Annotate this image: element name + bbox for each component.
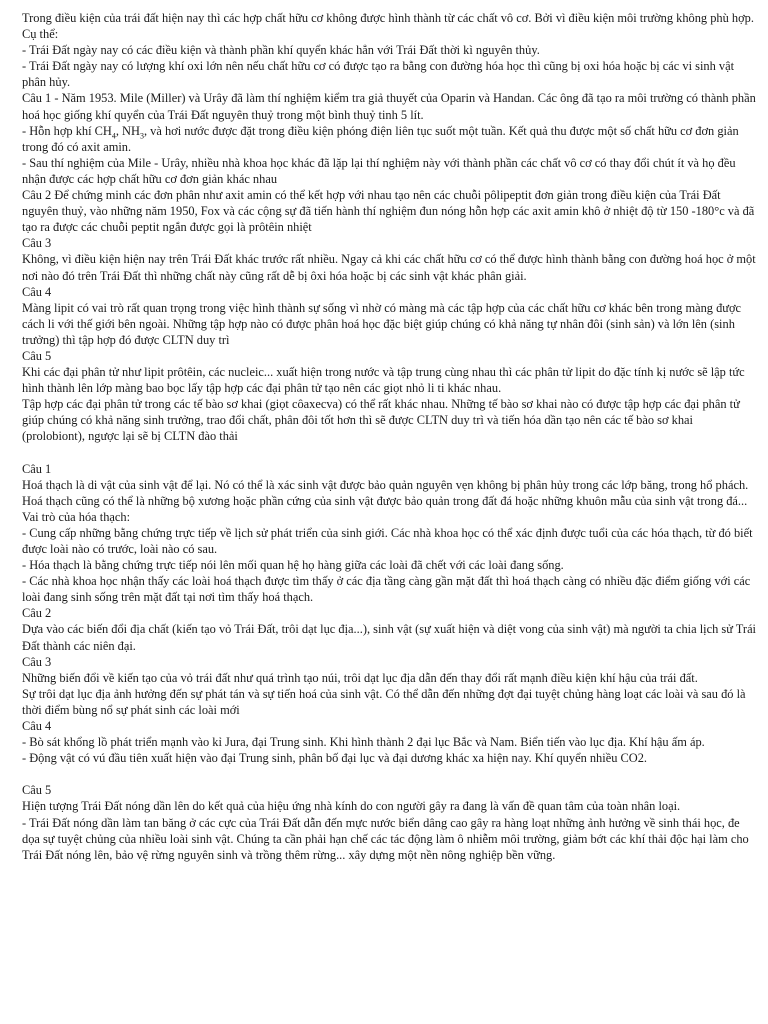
section-origin-of-life	[22, 10, 758, 445]
answer-1-fossils: Hoá thạch là di vật của sinh vật để lại. Nó có thể là xác sinh vật được bảo quản nguyên vẹn không bị phân hủy trong các lớp băng, trong hổ phách. Hoá thạch cũng có thể là những bộ xương hoặc phần cứng của sinh vật được bảo quản trong đất đá hoặc những khuôn mẫu của sinh vật trong đá...	[22, 477, 749, 508]
answer-4-lipid-membrane: Màng lipit có vai trò rất quan trọng trong việc hình thành sự sống vì nhờ có màng mà các tập hợp của các chất hữu cơ khác bên trong màng được cách li với thế giới bên ngoài. Những tập hợp nào có được phân hoá học đặc biệt giúp chúng có khả năng tự nhân đôi (sinh sản) và lớn lên (sinh trưởng) thì tập hợp đó được CLTN duy trì	[22, 300, 742, 347]
gas-mix-text-c: , và hơi nước được đặt trong điều kiện phóng điện liên tục suốt một tuần. Kết quả thu được một số chất hữu cơ đơn giản trong đó có axit amin.	[22, 123, 739, 154]
answer-5-paragraph-2: Tập hợp các đại phân tử trong các tế bào sơ khai (giọt côaxecva) có thể rất khác nhau. Những tế bào sơ khai nào có được tập hợp các đại phân tử giúp chúng có khả năng sinh trưởng, trao đổi chất, phân đôi tốt hơn thì sẽ được CLTN duy trì và tiến hóa dần tạo nên các tế bào sơ khai (prolobiont), ngược lại sẽ bị CLTN đào thải	[22, 397, 740, 444]
section-fossils-history	[22, 461, 758, 767]
gas-mix-text-a: - Hỗn hợp khí CH	[22, 123, 112, 138]
fossil-role-heading: Vai trò của hóa thạch:	[22, 509, 131, 524]
answer-5-consequences: - Trái Đất nóng dần làm tan băng ở các cực của Trái Đất dẫn đến mực nước biển dâng cao gây ra hàng loạt những ảnh hưởng về sinh thái học, đe dọa sự tuyệt chủng của nhiều loài sinh vật. Chúng ta cần phải hạn chế các tác động làm ô nhiễm môi trường, giảm bớt các khí thải độc hại làm cho Trái Đất nóng lên, bảo vệ rừng nguyên sinh và trồng thêm rừng... xây dựng một nền nông nghiệp bền vững.	[22, 815, 749, 862]
answer-5-greenhouse: Hiện tượng Trái Đất nóng dần lên do kết quả của hiệu ứng nhà kính do con người gây ra đang là vấn đề quan tâm của toàn nhân loại.	[22, 799, 681, 814]
intro-paragraph: Trong điều kiện của trái đất hiện nay thì các hợp chất hữu cơ không được hình thành từ các chất vô cơ. Bởi vì điều kiện môi trường không phù hợp. Cụ thể:	[22, 11, 754, 42]
question-4-heading-2: Câu 4	[22, 719, 52, 734]
fossil-role-1: - Cung cấp những bằng chứng trực tiếp về lịch sử phát triển của sinh giới. Các nhà khoa học có thể xác định được tuổi của các hóa thạch, từ đó biết được loài nào có trước, loài nào có sau.	[22, 525, 753, 556]
fossil-role-3: - Các nhà khoa học nhận thấy các loài hoá thạch được tìm thấy ở các địa tầng càng gần mặt đất thì hoá thạch càng có nhiều đặc điểm giống với các loài đang sinh sống trên mặt đất tại nơi tìm thấy hoá thạch.	[22, 574, 751, 605]
answer-5-paragraph-1: Khi các đại phân tử như lipit prôtêin, các nucleic... xuất hiện trong nước và tập trung cùng nhau thì các phân tử lipit do đặc tính kị nước sẽ lập tức hình thành lên lớp màng bao bọc lấy tập hợp các đại phân tử tạo nên các giọt nhỏ li ti khác nhau.	[22, 365, 745, 396]
section-spacer	[22, 445, 758, 461]
question-3-heading: Câu 3	[22, 236, 52, 251]
document-body	[22, 10, 758, 863]
gas-mix-text-b: , NH	[115, 123, 140, 138]
answer-3-paragraph-2: Sự trôi dạt lục địa ảnh hưởng đến sự phát tán và sự tiến hoá của sinh vật. Có thể dẫn đến những đợt đại tuyệt chủng hàng loạt các loài và sau đó là thời điểm bùng nổ sự phát sinh các loài mới	[22, 686, 746, 717]
question-5-heading-2: Câu 5	[22, 783, 52, 798]
section-spacer-2	[22, 766, 758, 782]
subscript-4: 4	[111, 131, 116, 141]
answer-2-eras: Dựa vào các biến đổi địa chất (kiến tạo vỏ Trái Đất, trôi dạt lục địa...), sinh vật (sự xuất hiện và diệt vong của sinh vật) mà người ta chia lịch sử Trái Đất thành các niên đại.	[22, 622, 757, 653]
bullet-oxygen: - Trái Đất ngày nay có lượng khí oxi lớn nên nếu chất hữu cơ có được tạo ra bằng con đường hóa học thì cũng bị oxi hóa hoặc bị các vi sinh vật phân hủy.	[22, 59, 735, 90]
answer-3-paragraph-1: Những biến đổi về kiến tạo của vỏ trái đất như quá trình tạo núi, trôi dạt lục địa dẫn đến thay đổi rất mạnh điều kiện khí hậu của trái đất.	[22, 670, 698, 685]
answer-4-paragraph-2: - Động vật có vú đầu tiên xuất hiện vào đại Trung sinh, phân bố đại lục và đại dương khác xa hiện nay. Khí quyển nhiều CO2.	[22, 751, 647, 766]
question-2-heading: Câu 2	[22, 606, 52, 621]
section-global-warming	[22, 782, 758, 862]
question-3-heading-2: Câu 3	[22, 654, 52, 669]
subscript-3: 3	[139, 131, 144, 141]
fossil-role-2: - Hóa thạch là bằng chứng trực tiếp nói lên mối quan hệ họ hàng giữa các loài đã chết với các loài đang sống.	[22, 558, 564, 573]
bullet-repeat-experiment: - Sau thí nghiệm của Mile - Urây, nhiều nhà khoa học khác đã lặp lại thí nghiệm này với thành phần các chất vô cơ có thay đổi chút ít và họ đều nhận được các hợp chất hữu cơ đơn giản khác nhau	[22, 155, 736, 186]
answer-3: Không, vì điều kiện hiện nay trên Trái Đất khác trước rất nhiều. Ngay cả khi các chất hữu cơ có thể được hình thành bằng con đường hoá học ở một nơi nào đó trên Trái Đất thì những chất này cũng rất dễ bị ôxi hóa hoặc bị các sinh vật khác phân giải.	[22, 252, 756, 283]
answer-1-miller: Câu 1 - Năm 1953. Mile (Miller) và Urây đã làm thí nghiệm kiểm tra giả thuyết của Oparin và Handan. Các ông đã tạo ra môi trường có thành phần hoá học giống khí quyển của Trái Đất nguyên thuỷ trong một bình thuỷ tinh 5 lít.	[22, 91, 756, 122]
bullet-gas-mixture	[22, 123, 758, 155]
answer-2-fox: Câu 2 Để chứng minh các đơn phân như axit amin có thể kết hợp với nhau tạo nên các chuỗi pôlipeptit đơn giản trong điều kiện của Trái Đất nguyên thuỷ, vào những năm 1950, Fox và các cộng sự đã tiến hành thí nghiệm đun nóng hỗn hợp các axit amin khô ở nhiệt độ từ 150 -180°c và đã tạo ra được các chuỗi peptit ngắn được gọi là prôtêin nhiệt	[22, 188, 755, 235]
question-4-heading: Câu 4	[22, 284, 52, 299]
bullet-atmosphere: - Trái Đất ngày nay có các điều kiện và thành phần khí quyển khác hẳn với Trái Đất thời kì nguyên thủy.	[22, 43, 540, 58]
question-5-heading: Câu 5	[22, 348, 52, 363]
answer-4-paragraph-1: - Bò sát khổng lồ phát triển mạnh vào kỉ Jura, đại Trung sinh. Khi hình thành 2 đại lục Bắc và Nam. Biển tiến vào lục địa. Khí hậu ấm áp.	[22, 735, 705, 750]
question-1-heading: Câu 1	[22, 461, 52, 476]
